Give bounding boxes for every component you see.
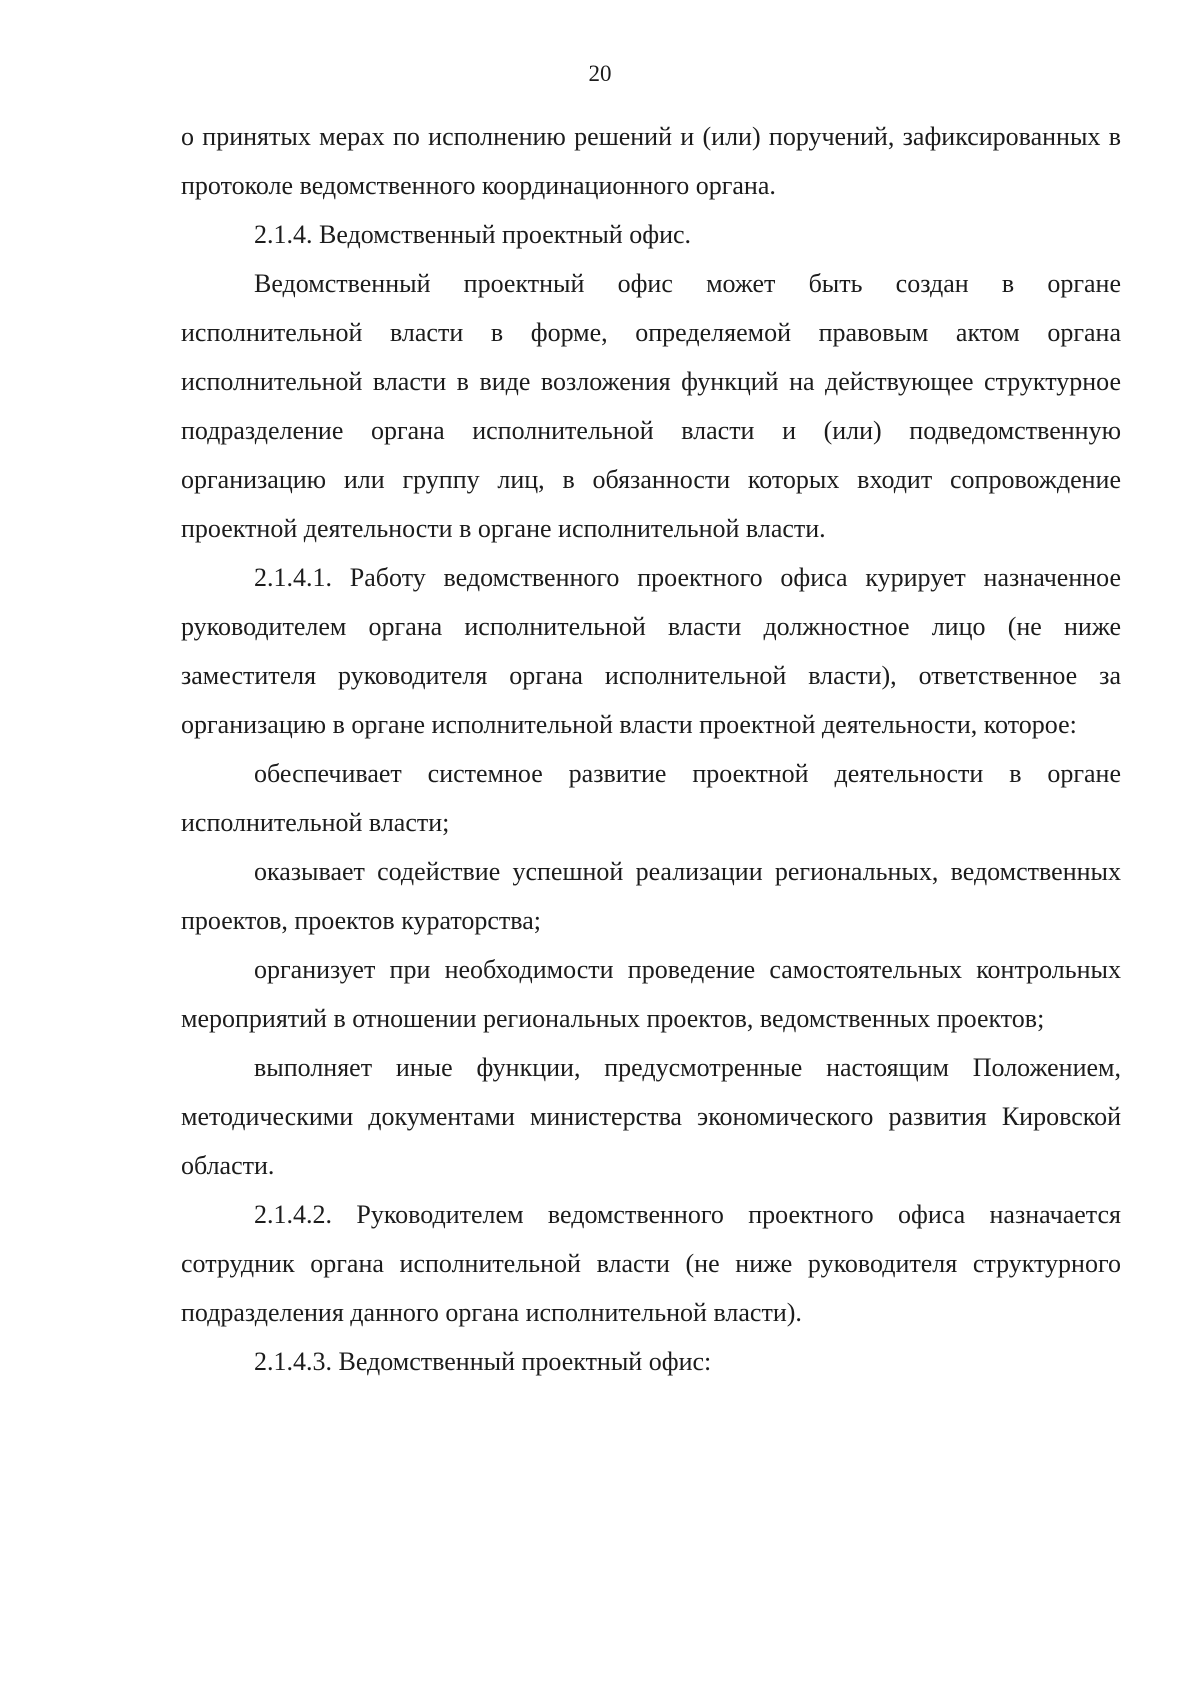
section-heading-2-1-4: 2.1.4. Ведомственный проектный офис. <box>254 220 692 249</box>
paragraph-2-1-4-1: 2.1.4.1. Работу ведомственного проектного офиса курирует назначенное руководителем органа исполнительной власти должностное лицо (не ниже заместителя руководителя органа исполнительной власти), ответственное за организацию в органе исполнительной власти проектной деятельности, которое: <box>181 563 1121 739</box>
paragraph-2-1-4-3: 2.1.4.3. Ведомственный проектный офис: <box>254 1347 712 1376</box>
page-number: 20 <box>588 61 612 86</box>
document-body <box>181 112 1121 1386</box>
duty-item-assistance: оказывает содействие успешной реализации региональных, ведомственных проектов, проектов кураторства; <box>181 857 1121 935</box>
duty-item-development: обеспечивает системное развитие проектной деятельности в органе исполнительной власти; <box>181 759 1121 837</box>
paragraph-2-1-4-2: 2.1.4.2. Руководителем ведомственного проектного офиса назначается сотрудник органа исполнительной власти (не ниже руководителя структурного подразделения данного органа исполнительной власти). <box>181 1200 1121 1327</box>
paragraph-continuation: о принятых мерах по исполнению решений и (или) поручений, зафиксированных в протоколе ведомственного координационного органа. <box>181 122 1121 200</box>
paragraph-office-creation: Ведомственный проектный офис может быть создан в органе исполнительной власти в форме, определяемой правовым актом органа исполнительной власти в виде возложения функций на действующее структурное подразделение органа исполнительной власти и (или) подведомственную организацию или группу лиц, в обязанности которых входит сопровождение проектной деятельности в органе исполнительной власти. <box>181 269 1121 543</box>
duty-item-control: организует при необходимости проведение самостоятельных контрольных мероприятий в отношении региональных проектов, ведомственных проектов; <box>181 955 1121 1033</box>
duty-item-other-functions: выполняет иные функции, предусмотренные настоящим Положением, методическими документами министерства экономического развития Кировской области. <box>181 1053 1121 1180</box>
